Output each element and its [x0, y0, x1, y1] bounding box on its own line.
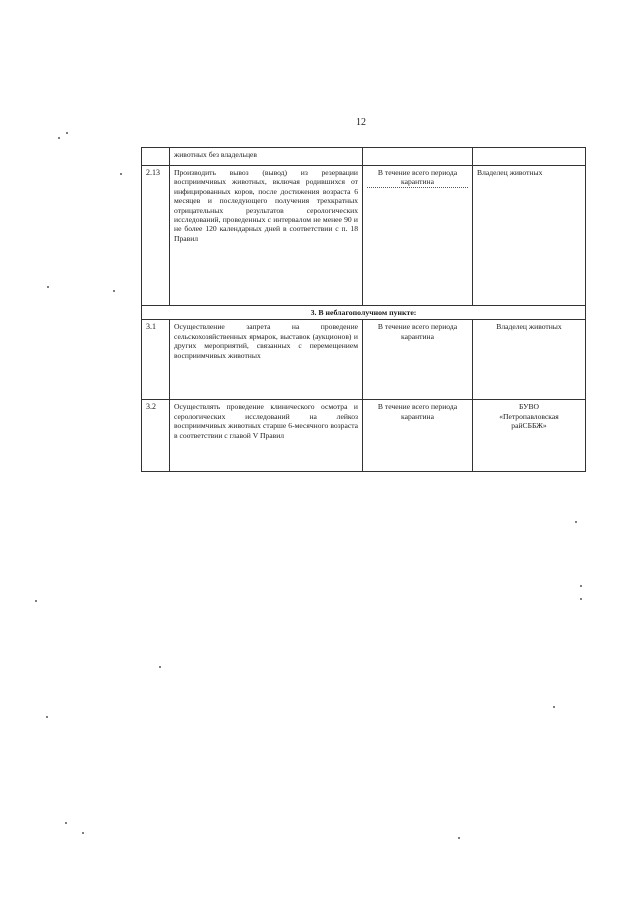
scan-speck: [58, 137, 60, 139]
measures-table: [141, 147, 586, 472]
row-number: 3.1: [142, 320, 170, 400]
scan-speck: [580, 598, 582, 600]
scan-speck: [553, 706, 555, 708]
row-term: [363, 148, 473, 166]
row-action: животных без владельцев: [170, 148, 363, 166]
responsible-line: «Петропавловская: [499, 411, 559, 421]
scan-speck: [82, 832, 84, 834]
responsible-line: БУВО: [518, 402, 540, 412]
row-number: 2.13: [142, 166, 170, 306]
scan-speck: [113, 290, 115, 292]
table-row: [142, 166, 586, 306]
section-row: [142, 306, 586, 320]
row-term-text: В течение всего периода карантина: [367, 168, 468, 188]
row-term: В течение всего периода карантина: [363, 400, 473, 472]
section-header: 3. В неблагополучном пункте:: [142, 306, 586, 320]
scan-speck: [458, 837, 460, 839]
responsible-line: райСББЖ»: [511, 421, 547, 431]
row-responsible: [473, 148, 586, 166]
scan-speck: [35, 600, 37, 602]
row-term: [363, 166, 473, 306]
table-row: [142, 400, 586, 472]
row-number: [142, 148, 170, 166]
scan-speck: [47, 286, 49, 288]
row-number: 3.2: [142, 400, 170, 472]
table-row: [142, 148, 586, 166]
page-number: 12: [356, 117, 366, 128]
scan-speck: [575, 521, 577, 523]
row-responsible: Владелец животных: [473, 320, 586, 400]
scan-speck: [580, 585, 582, 587]
scan-speck: [46, 716, 48, 718]
row-term: В течение всего периода карантина: [363, 320, 473, 400]
row-action: Осуществлять проведение клинического осмотра и серологических исследований на лейкоз восприимчивых животных старше 6-месячного возраста в соответствии с главой V Правил: [170, 400, 363, 472]
row-responsible: Владелец животных: [473, 166, 586, 306]
row-action: Осуществление запрета на проведение сельскохозяйственных ярмарок, выставок (аукционов) и других мероприятий, связанных с перемещением восприимчивых животных: [170, 320, 363, 400]
row-action: Производить вывоз (вывод) из резервации восприимчивых животных, включая родившихся от инфицированных коров, после достижения возраста 6 месяцев и последующего получения трехкратных отрицательных результатов серологических исследований, проведенных с интервалом не менее 90 и не более 120 календарных дней в соответствии с п. 18 Правил: [170, 166, 363, 306]
scan-speck: [120, 173, 122, 175]
table-row: [142, 320, 586, 400]
row-responsible: [473, 400, 586, 472]
scan-speck: [66, 132, 68, 134]
scan-speck: [159, 666, 161, 668]
scan-speck: [65, 822, 67, 824]
